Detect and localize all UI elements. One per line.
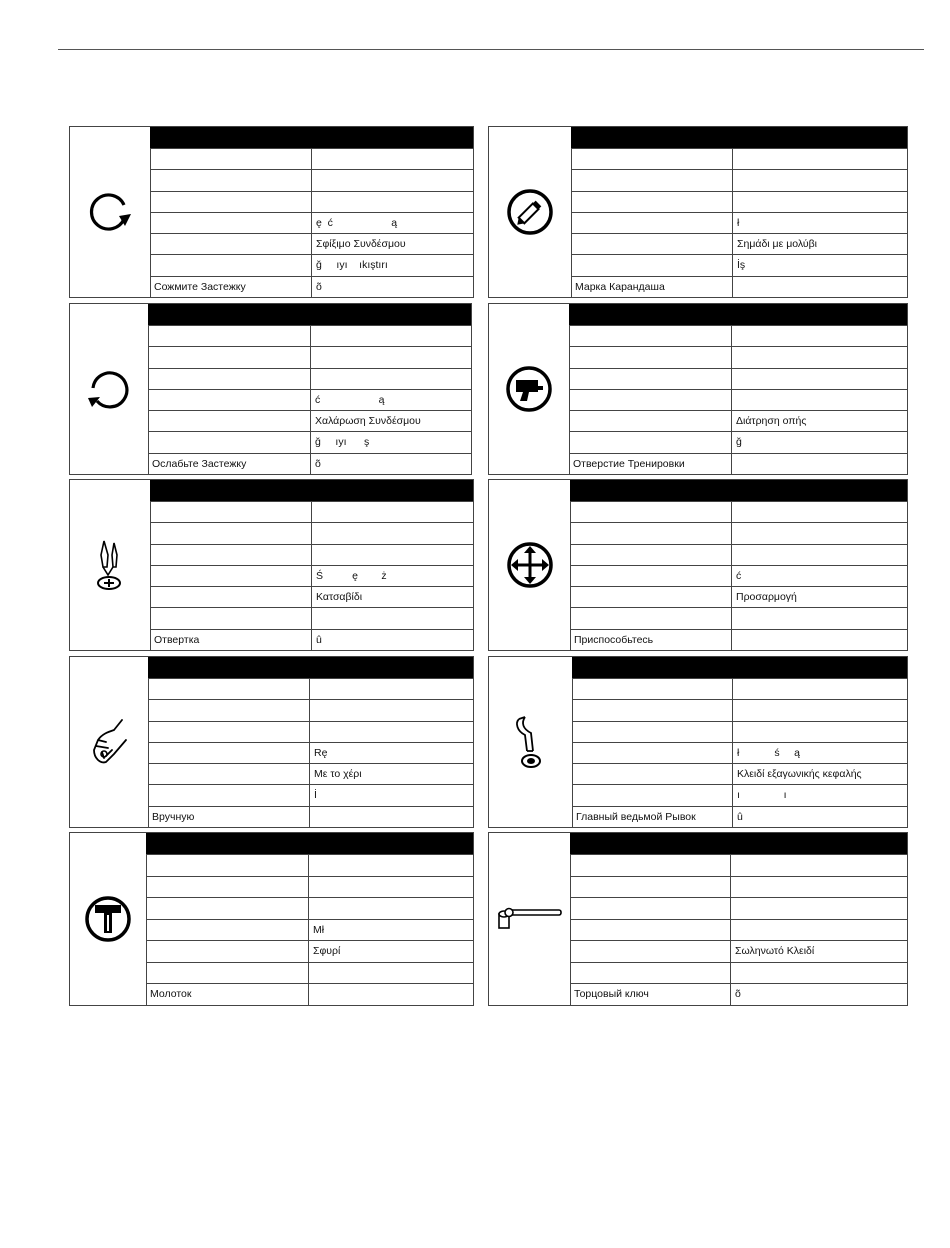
translation-cell: ć ą (315, 393, 385, 406)
translation-cell (731, 898, 907, 919)
term-cell (148, 411, 311, 431)
translation-cell (309, 855, 473, 876)
table-row (148, 453, 471, 474)
icon-cell (489, 127, 572, 297)
translation-cell (309, 898, 473, 919)
table-row (148, 346, 471, 367)
icon-cell (489, 480, 571, 650)
table-row (150, 586, 473, 607)
term-cell (570, 963, 731, 984)
term-cell (146, 898, 309, 919)
translation-cell: û (737, 810, 743, 823)
term-cell (571, 255, 733, 275)
table-row (569, 410, 907, 431)
translation-cell: Mł (313, 923, 325, 936)
term-cell (570, 920, 731, 941)
translation-table (148, 657, 473, 827)
table-row (569, 368, 907, 389)
table-row (146, 919, 473, 941)
table-row (572, 721, 907, 742)
table-row (150, 191, 473, 212)
translation-cell: ı ı (737, 789, 787, 802)
term-cell (148, 785, 310, 805)
table-row (571, 191, 907, 212)
translation-cell: İ (314, 789, 317, 802)
table-row (571, 233, 907, 254)
term-cell (146, 963, 309, 984)
translation-cell (312, 192, 473, 212)
table-row (150, 276, 473, 297)
translation-cell: û (316, 633, 322, 646)
term-cell (150, 192, 312, 212)
icon-cell (70, 657, 149, 827)
translation-cell (311, 326, 471, 346)
table-row (569, 453, 907, 474)
table-row (571, 254, 907, 275)
translation-cell (732, 390, 907, 410)
term-cell: Молоток (146, 984, 309, 1005)
translation-cell (311, 369, 471, 389)
term-cell: Вручную (148, 807, 310, 827)
term-cell (571, 234, 733, 254)
table-row (570, 522, 907, 543)
translation-cell (310, 807, 473, 827)
term-cell (572, 785, 733, 805)
term-cell (570, 502, 732, 522)
term-cell (570, 855, 731, 876)
translation-cell (312, 502, 473, 522)
tool-card-socket-wrench (488, 832, 908, 1006)
translation-cell (732, 545, 907, 565)
icon-cell (70, 127, 151, 297)
translation-cell: Σφίξιμο Συνδέσμου (316, 238, 406, 251)
translation-cell: ğ (736, 436, 742, 449)
table-row (150, 233, 473, 254)
translation-cell: ğ ıyı ş (315, 436, 370, 449)
table-header-bar (570, 833, 907, 854)
tool-card-hex-key (488, 656, 908, 828)
term-cell (148, 700, 310, 720)
term-cell (148, 764, 310, 784)
table-row (146, 854, 473, 876)
term-cell (150, 170, 312, 190)
table-row (569, 431, 907, 452)
translation-table (150, 127, 473, 297)
term-cell: Торцовый ключ (570, 984, 731, 1005)
translation-cell (310, 679, 473, 699)
term-cell (570, 523, 732, 543)
translation-cell (310, 700, 473, 720)
term-cell: Отверстие Тренировки (569, 454, 732, 474)
table-row (571, 148, 907, 169)
translation-cell (312, 545, 473, 565)
term-cell (570, 587, 732, 607)
table-row (572, 763, 907, 784)
translation-cell: Διάτρηση οπής (736, 415, 807, 428)
term-cell (150, 234, 312, 254)
term-cell (150, 566, 312, 586)
translation-cell: ę ć ą (316, 216, 398, 229)
table-row (148, 389, 471, 410)
table-header-bar (148, 304, 471, 325)
tool-card-screwdriver (69, 479, 474, 651)
translation-cell: õ (315, 457, 321, 470)
term-cell (150, 587, 312, 607)
table-row (150, 544, 473, 565)
term-cell (572, 679, 733, 699)
table-row (570, 876, 907, 898)
table-row (150, 501, 473, 522)
tool-card-by-hand (69, 656, 474, 828)
table-row (571, 276, 907, 297)
table-row (148, 721, 473, 742)
table-row (571, 169, 907, 190)
table-row (570, 565, 907, 586)
translation-cell (312, 608, 473, 628)
table-header-bar (570, 480, 907, 501)
table-row (146, 897, 473, 919)
table-row (572, 806, 907, 827)
translation-cell: Σφυρί (313, 945, 341, 958)
table-row (570, 940, 907, 962)
translation-cell (732, 630, 907, 650)
table-row (148, 431, 471, 452)
table-row (570, 607, 907, 628)
term-cell (569, 347, 732, 367)
term-cell: Приспособьтесь (570, 630, 732, 650)
translation-cell (733, 277, 907, 297)
translation-cell (312, 170, 473, 190)
term-cell (146, 941, 309, 962)
translation-cell (731, 855, 907, 876)
term-cell (569, 411, 732, 431)
table-row (571, 212, 907, 233)
term-cell (148, 326, 311, 346)
translation-table (146, 833, 473, 1005)
table-row (150, 212, 473, 233)
table-row (570, 501, 907, 522)
table-row (570, 544, 907, 565)
term-cell (570, 877, 731, 898)
table-row (148, 806, 473, 827)
translation-cell (733, 170, 907, 190)
translation-cell (309, 877, 473, 898)
translation-cell: Με το χέρι (314, 768, 362, 781)
translation-cell: Rę (314, 746, 328, 759)
table-row (150, 629, 473, 650)
translation-cell: İş (737, 259, 746, 272)
translation-table (570, 833, 907, 1005)
translation-cell (733, 149, 907, 169)
table-row (569, 346, 907, 367)
translation-cell: Χαλάρωση Συνδέσμου (315, 415, 421, 428)
table-row (570, 897, 907, 919)
icon-cell (489, 833, 571, 1005)
table-header-bar (572, 657, 907, 678)
translation-cell: Σωληνωτό Κλειδί (735, 945, 815, 958)
translation-cell (732, 502, 907, 522)
term-cell (148, 743, 310, 763)
icon-cell (489, 304, 570, 474)
term-cell (146, 920, 309, 941)
translation-cell (733, 679, 907, 699)
translation-cell (732, 454, 907, 474)
table-row (570, 854, 907, 876)
term-cell (570, 545, 732, 565)
table-row (148, 742, 473, 763)
translation-table (570, 480, 907, 650)
translation-cell (732, 347, 907, 367)
table-header-bar (150, 480, 473, 501)
term-cell (146, 855, 309, 876)
term-cell (146, 877, 309, 898)
term-cell (570, 608, 732, 628)
term-cell: Марка Карандаша (571, 277, 733, 297)
table-row (570, 586, 907, 607)
translation-table (572, 657, 907, 827)
tool-card-tighten-fastener (69, 126, 474, 298)
table-row (146, 940, 473, 962)
translation-cell (731, 920, 907, 941)
tool-card-hammer (69, 832, 474, 1006)
translation-cell: õ (316, 280, 322, 293)
translation-cell (311, 347, 471, 367)
term-cell (571, 149, 733, 169)
table-row (146, 983, 473, 1005)
translation-cell (309, 984, 473, 1005)
term-cell (572, 700, 733, 720)
term-cell (571, 192, 733, 212)
term-cell: Ослабьте Застежку (148, 454, 311, 474)
table-row (150, 607, 473, 628)
term-cell (150, 255, 312, 275)
term-cell (150, 149, 312, 169)
table-row (570, 629, 907, 650)
translation-cell: Ś ę ż (316, 569, 387, 582)
term-cell (150, 545, 312, 565)
table-row (148, 410, 471, 431)
table-row (572, 742, 907, 763)
table-header-bar (571, 127, 907, 148)
table-header-bar (148, 657, 473, 678)
translation-cell (733, 722, 907, 742)
table-row (570, 919, 907, 941)
tool-card-drill-hole (488, 303, 908, 475)
translation-cell: ł (737, 216, 740, 229)
translation-cell: ł ś ą (737, 746, 801, 759)
tool-card-loosen-fastener (69, 303, 472, 475)
term-cell (570, 898, 731, 919)
term-cell (150, 213, 312, 233)
term-cell (148, 679, 310, 699)
icon-cell (70, 833, 147, 1005)
translation-cell (732, 523, 907, 543)
term-cell (571, 170, 733, 190)
term-cell (570, 941, 731, 962)
term-cell (572, 743, 733, 763)
term-cell: Главный ведьмой Рывок (572, 807, 733, 827)
term-cell: Отвертка (150, 630, 312, 650)
term-cell (148, 390, 311, 410)
term-cell (570, 566, 732, 586)
translation-cell (733, 700, 907, 720)
term-cell (569, 390, 732, 410)
icon-cell (70, 304, 149, 474)
table-row (572, 678, 907, 699)
table-row (570, 962, 907, 984)
term-cell (148, 432, 311, 452)
table-row (150, 169, 473, 190)
tool-card-pencil-mark (488, 126, 908, 298)
translation-cell (732, 608, 907, 628)
table-header-bar (569, 304, 907, 325)
term-cell (148, 369, 311, 389)
translation-table (569, 304, 907, 474)
table-row (150, 522, 473, 543)
table-row (148, 368, 471, 389)
tool-card-adjust (488, 479, 908, 651)
table-row (572, 784, 907, 805)
term-cell (569, 326, 732, 346)
top-rule (58, 49, 924, 50)
term-cell (569, 432, 732, 452)
table-row (570, 983, 907, 1005)
translation-cell (731, 877, 907, 898)
table-row (569, 325, 907, 346)
translation-table (571, 127, 907, 297)
table-row (148, 678, 473, 699)
table-row (148, 325, 471, 346)
translation-cell: Κατσαβίδι (316, 591, 363, 604)
translation-cell (312, 149, 473, 169)
term-cell (150, 608, 312, 628)
table-header-bar (146, 833, 473, 854)
table-row (569, 389, 907, 410)
translation-cell (310, 722, 473, 742)
table-header-bar (150, 127, 473, 148)
table-row (148, 784, 473, 805)
translation-cell (309, 963, 473, 984)
table-row (150, 148, 473, 169)
translation-cell: ğ ıyı ıkıştırı (316, 259, 388, 272)
table-row (148, 763, 473, 784)
term-cell (571, 213, 733, 233)
table-row (146, 876, 473, 898)
term-cell (572, 722, 733, 742)
translation-cell (732, 369, 907, 389)
term-cell (569, 369, 732, 389)
icon-cell (70, 480, 151, 650)
table-row (572, 699, 907, 720)
translation-table (148, 304, 471, 474)
translation-cell (312, 523, 473, 543)
icon-cell (489, 657, 573, 827)
table-row (148, 699, 473, 720)
term-cell (572, 764, 733, 784)
translation-cell (732, 326, 907, 346)
table-row (150, 254, 473, 275)
term-cell: Сожмите Застежку (150, 277, 312, 297)
table-row (150, 565, 473, 586)
term-cell (148, 347, 311, 367)
translation-cell (731, 963, 907, 984)
translation-cell: Κλειδί εξαγωνικής κεφαλής (737, 768, 862, 781)
translation-cell: Προσαρμογή (736, 591, 797, 604)
term-cell (150, 502, 312, 522)
translation-cell: ć (736, 569, 742, 582)
translation-cell: õ (735, 988, 741, 1001)
translation-cell: Σημάδι με μολύβι (737, 238, 817, 251)
translation-table (150, 480, 473, 650)
table-row (146, 962, 473, 984)
term-cell (148, 722, 310, 742)
translation-cell (733, 192, 907, 212)
term-cell (150, 523, 312, 543)
